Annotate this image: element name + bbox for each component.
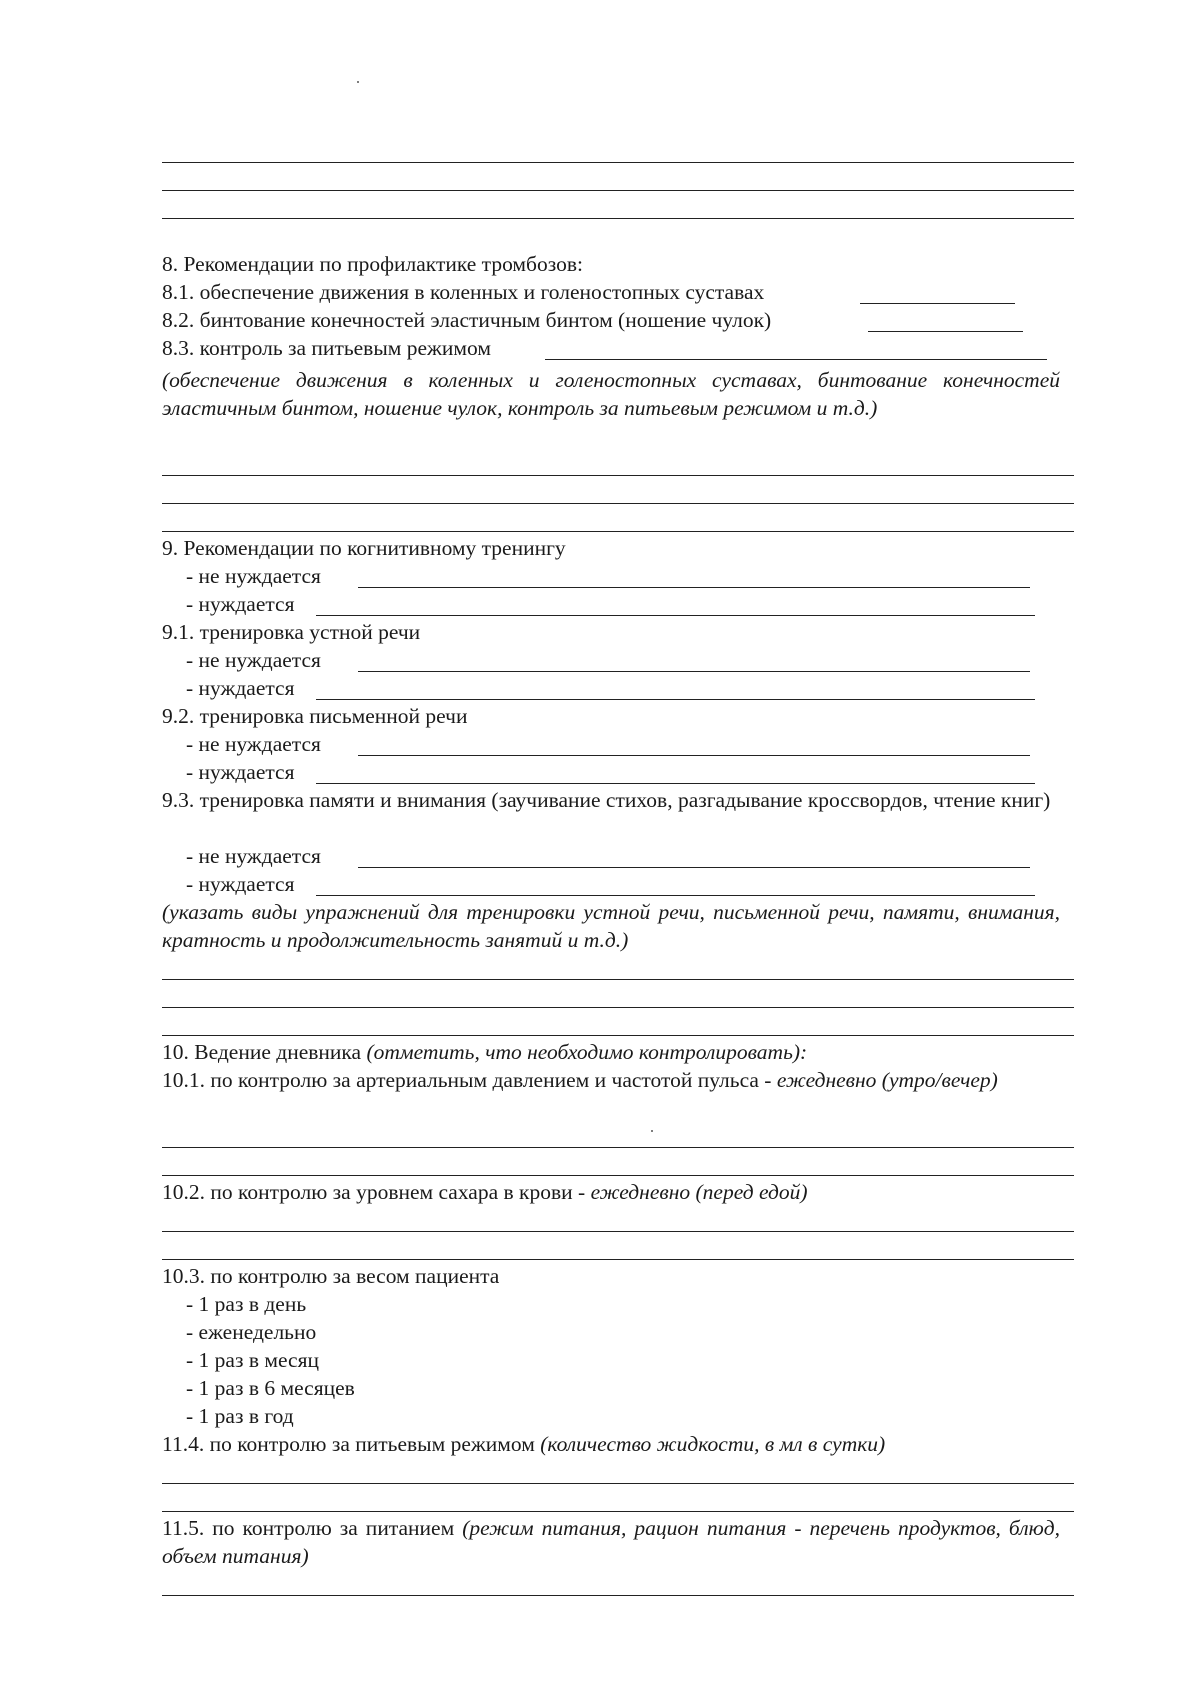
section-10-3-label: 10.3. по контролю за весом пациента bbox=[162, 1264, 500, 1288]
weight-option[interactable]: - 1 раз в месяц bbox=[186, 1348, 319, 1372]
not-needed-label: - не нуждается bbox=[186, 844, 321, 868]
section-9-hint: (указать виды упражнений для тренировки устной речи, письменной речи, памяти, внимания, кратность и продолжительность занятий и т.д.) bbox=[162, 900, 1060, 952]
blank-line[interactable] bbox=[162, 475, 1074, 476]
section-11-4-label: 11.4. по контролю за питьевым режимом bbox=[162, 1432, 535, 1456]
blank-line[interactable] bbox=[162, 162, 1074, 163]
section-8-3-label: 8.3. контроль за питьевым режимом bbox=[162, 336, 491, 360]
section-8-3-field[interactable] bbox=[545, 359, 1047, 360]
weight-option[interactable]: - еженедельно bbox=[186, 1320, 317, 1344]
section-11-5-hint: (режим питания, рацион питания - перечень продуктов, блюд, объем питания) bbox=[162, 1516, 1060, 1568]
blank-line[interactable] bbox=[162, 1511, 1074, 1512]
not-needed-label: - не нуждается bbox=[186, 648, 321, 672]
section-8-1-field[interactable] bbox=[860, 303, 1015, 304]
section-10-1 bbox=[162, 1066, 1060, 1122]
needed-label: - нуждается bbox=[186, 592, 295, 616]
blank-line[interactable] bbox=[162, 1175, 1074, 1176]
weight-option[interactable]: - 1 раз в 6 месяцев bbox=[186, 1376, 355, 1400]
blank-line[interactable] bbox=[162, 1035, 1074, 1036]
section-10-2-label: 10.2. по контролю за уровнем сахара в крови - bbox=[162, 1180, 586, 1204]
section-9-title: 9. Рекомендации по когнитивному тренингу bbox=[162, 536, 566, 560]
section-11-4 bbox=[162, 1430, 885, 1458]
needed-label: - нуждается bbox=[186, 676, 295, 700]
scan-speck bbox=[651, 1130, 653, 1132]
weight-option[interactable]: - 1 раз в день bbox=[186, 1292, 307, 1316]
section-9-3-label: 9.3. тренировка памяти и внимания (заучивание стихов, разгадывание кроссвордов, чтение книг) bbox=[162, 788, 1051, 812]
section-8-title: 8. Рекомендации по профилактике тромбозов: bbox=[162, 252, 583, 276]
section-8-2-label: 8.2. бинтование конечностей эластичным бинтом (ношение чулок) bbox=[162, 308, 772, 332]
weight-option[interactable]: - 1 раз в год bbox=[186, 1404, 294, 1428]
blank-line[interactable] bbox=[162, 531, 1074, 532]
section-10-title bbox=[162, 1038, 807, 1066]
not-needed-label: - не нуждается bbox=[186, 732, 321, 756]
not-needed-label: - не нуждается bbox=[186, 564, 321, 588]
scan-speck bbox=[357, 81, 359, 83]
needed-label: - нуждается bbox=[186, 872, 295, 896]
section-9-needed-field[interactable] bbox=[316, 615, 1035, 616]
section-10-title-text: 10. Ведение дневника bbox=[162, 1040, 362, 1064]
section-11-4-hint: (количество жидкости, в мл в сутки) bbox=[540, 1432, 886, 1456]
blank-line[interactable] bbox=[162, 1595, 1074, 1596]
section-9-1-needed-field[interactable] bbox=[316, 699, 1035, 700]
blank-line[interactable] bbox=[162, 979, 1074, 980]
needed-label: - нуждается bbox=[186, 760, 295, 784]
blank-line[interactable] bbox=[162, 1007, 1074, 1008]
blank-line[interactable] bbox=[162, 1147, 1074, 1148]
blank-line[interactable] bbox=[162, 1483, 1074, 1484]
blank-line[interactable] bbox=[162, 218, 1074, 219]
section-9-3-not-needed-field[interactable] bbox=[358, 867, 1030, 868]
section-11-5 bbox=[162, 1514, 1060, 1570]
section-8-1-label: 8.1. обеспечение движения в коленных и голеностопных суставах bbox=[162, 280, 765, 304]
section-11-5-label: 11.5. по контролю за питанием bbox=[162, 1516, 455, 1540]
blank-line[interactable] bbox=[162, 1231, 1074, 1232]
section-9-3-needed-field[interactable] bbox=[316, 895, 1035, 896]
blank-line[interactable] bbox=[162, 190, 1074, 191]
section-9-2-not-needed-field[interactable] bbox=[358, 755, 1030, 756]
blank-line[interactable] bbox=[162, 503, 1074, 504]
section-10-1-label: 10.1. по контролю за артериальным давлением и частотой пульса - bbox=[162, 1068, 772, 1092]
section-9-2-needed-field[interactable] bbox=[316, 783, 1035, 784]
section-9-2-label: 9.2. тренировка письменной речи bbox=[162, 704, 468, 728]
section-10-2 bbox=[162, 1178, 808, 1206]
section-9-1-label: 9.1. тренировка устной речи bbox=[162, 620, 421, 644]
section-8-2-field[interactable] bbox=[868, 331, 1023, 332]
section-9-1-not-needed-field[interactable] bbox=[358, 671, 1030, 672]
blank-line[interactable] bbox=[162, 1259, 1074, 1260]
section-10-2-hint: ежедневно (перед едой) bbox=[590, 1180, 808, 1204]
section-10-title-hint: (отметить, что необходимо контролировать): bbox=[366, 1040, 808, 1064]
section-9-not-needed-field[interactable] bbox=[358, 587, 1030, 588]
section-10-1-hint: ежедневно (утро/вечер) bbox=[776, 1068, 998, 1092]
section-8-hint: (обеспечение движения в коленных и голеностопных суставах, бинтование конечностей эластичным бинтом, ношение чулок, контроль за питьевым режимом и т.д.) bbox=[162, 368, 1060, 420]
